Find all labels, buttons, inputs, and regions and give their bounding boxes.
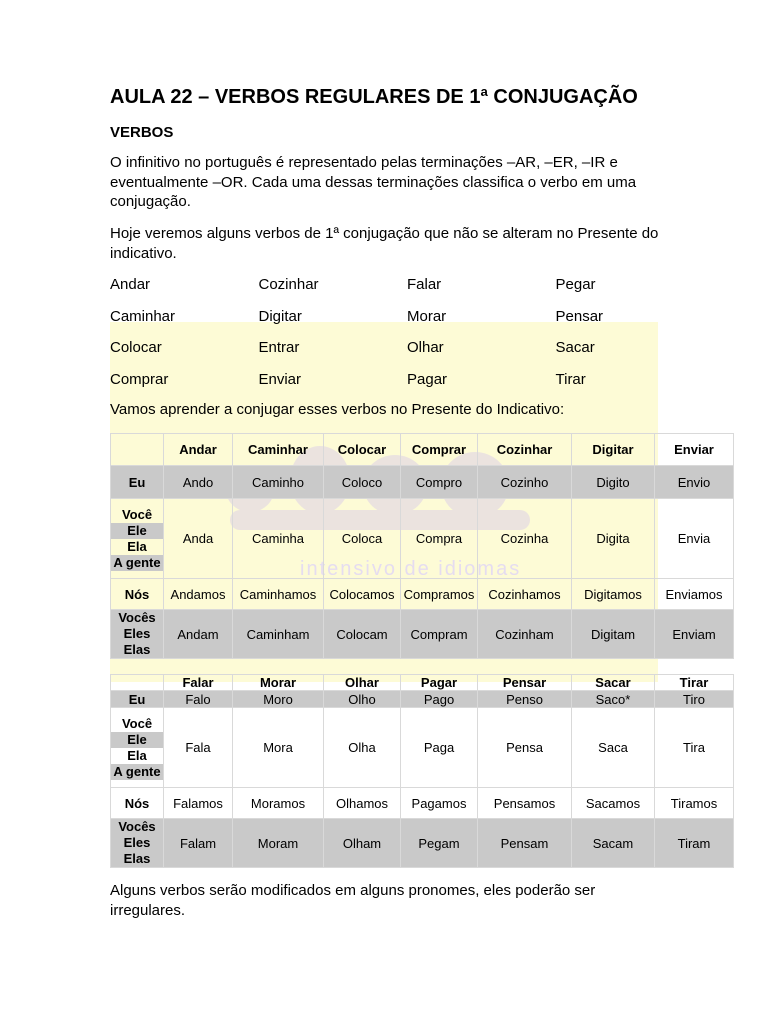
table-header-cell: Olhar (324, 675, 401, 691)
conjugation-cell: Moramos (233, 788, 324, 819)
conjugation-cell: Mora (233, 708, 324, 788)
table-row (111, 691, 734, 708)
paragraph-infinitive: O infinitivo no português é representado pelas terminações –AR, –ER, –IR e eventualmente –OR. Cada uma dessas terminações classifica o verbo em uma conjugação. (110, 154, 637, 210)
verb-item: Enviar (258, 370, 302, 388)
conjugation-cell: Andam (164, 610, 233, 659)
table-corner-cell (111, 675, 164, 691)
conjugation-cell: Cozinham (478, 610, 572, 659)
section-subtitle: VERBOS (110, 124, 174, 141)
table-row (111, 708, 734, 788)
conjugation-cell: Digito (572, 466, 655, 499)
verb-item: Tirar (555, 370, 586, 388)
conjugation-cell: Tiram (655, 819, 734, 868)
conjugation-cell: Olhamos (324, 788, 401, 819)
table-header-cell: Falar (164, 675, 233, 691)
conjugation-cell: Colocam (324, 610, 401, 659)
conjugation-cell: Pensam (478, 819, 572, 868)
conjugation-cell: Tiro (655, 691, 734, 708)
conjugation-cell: Cozinhamos (478, 579, 572, 610)
pronoun-label: Ele (111, 523, 163, 539)
pronoun-label: Elas (123, 642, 151, 657)
page-title: AULA 22 – VERBOS REGULARES DE 1ª CONJUGAÇÃO (110, 86, 638, 108)
table-row (111, 579, 734, 610)
conjugation-cell: Olha (324, 708, 401, 788)
conjugation-table-1 (110, 433, 734, 659)
conjugation-cell: Enviamos (655, 579, 734, 610)
conjugation-cell: Envia (655, 499, 734, 579)
conjugation-cell: Compramos (401, 579, 478, 610)
conjugation-cell: Pensamos (478, 788, 572, 819)
conjugation-cell: Falam (164, 819, 233, 868)
conjugation-cell: Pensa (478, 708, 572, 788)
paragraph-conjugate: Vamos aprender a conjugar esses verbos no Presente do Indicativo: (110, 401, 565, 418)
verb-item: Olhar (407, 339, 444, 356)
verb-item: Cozinhar (258, 276, 319, 293)
table-header-cell: Tirar (655, 675, 734, 691)
paragraph-irregular-note: Alguns verbos serão modificados em alguns pronomes, eles poderão ser irregulares. (110, 882, 596, 919)
verb-item: Pensar (555, 307, 604, 325)
verb-list-row (110, 371, 710, 403)
table-header-cell: Comprar (401, 434, 478, 466)
conjugation-cell: Colocamos (324, 579, 401, 610)
conjugation-cell: Pago (401, 691, 478, 708)
conjugation-cell: Tira (655, 708, 734, 788)
conjugation-cell: Anda (164, 499, 233, 579)
verb-item: Colocar (110, 339, 162, 356)
verb-item: Comprar (110, 370, 169, 388)
verb-item: Falar (407, 276, 442, 293)
verb-list (110, 276, 710, 402)
conjugation-cell: Cozinha (478, 499, 572, 579)
conjugation-cell: Caminham (233, 610, 324, 659)
table-header-cell: Colocar (324, 434, 401, 466)
pronoun-label: Eles (123, 835, 151, 850)
conjugation-cell: Compram (401, 610, 478, 659)
conjugation-cell: Compra (401, 499, 478, 579)
pronoun-label: A gente (111, 764, 163, 780)
conjugation-cell: Sacam (572, 819, 655, 868)
conjugation-cell: Coloco (324, 466, 401, 499)
table-corner-cell (111, 434, 164, 466)
pronoun-cell: Eu (111, 466, 164, 499)
verb-list-row (110, 308, 710, 340)
conjugation-cell: Digitamos (572, 579, 655, 610)
conjugation-cell: Moro (233, 691, 324, 708)
verb-item: Andar (110, 276, 151, 293)
conjugation-cell: Digitam (572, 610, 655, 659)
conjugation-cell: Falamos (164, 788, 233, 819)
conjugation-cell: Enviam (655, 610, 734, 659)
conjugation-cell: Pagamos (401, 788, 478, 819)
conjugation-cell: Tiramos (655, 788, 734, 819)
verb-item: Pegar (555, 276, 596, 293)
table-header-cell: Pagar (401, 675, 478, 691)
paragraph-intro: Hoje veremos alguns verbos de 1ª conjugação que não se alteram no Presente do indicativo. (110, 225, 659, 262)
conjugation-cell: Coloca (324, 499, 401, 579)
table-row (111, 610, 734, 659)
conjugation-cell: Paga (401, 708, 478, 788)
conjugation-cell: Penso (478, 691, 572, 708)
verb-item: Sacar (555, 339, 595, 356)
table-header-row (111, 434, 734, 466)
table-header-cell: Morar (233, 675, 324, 691)
conjugation-cell: Sacamos (572, 788, 655, 819)
table-row (111, 499, 734, 579)
verb-item: Entrar (258, 339, 300, 356)
pronoun-label: Você (121, 506, 153, 522)
pronoun-label: Eles (123, 626, 151, 641)
conjugation-cell: Andamos (164, 579, 233, 610)
conjugation-cell: Caminhamos (233, 579, 324, 610)
conjugation-cell: Caminho (233, 466, 324, 499)
conjugation-cell: Digita (572, 499, 655, 579)
conjugation-cell: Moram (233, 819, 324, 868)
table-row (111, 819, 734, 868)
verb-item: Caminhar (110, 307, 176, 325)
conjugation-cell: Cozinho (478, 466, 572, 499)
table-header-row (111, 675, 734, 691)
table-header-cell: Cozinhar (478, 434, 572, 466)
verb-item: Digitar (258, 307, 302, 325)
pronoun-label: Ela (127, 747, 147, 763)
table-header-cell: Caminhar (233, 434, 324, 466)
conjugation-cell: Ando (164, 466, 233, 499)
pronoun-cell (111, 610, 164, 659)
pronoun-label: Você (121, 715, 153, 731)
conjugation-cell: Olham (324, 819, 401, 868)
conjugation-cell: Saca (572, 708, 655, 788)
table-row (111, 788, 734, 819)
pronoun-label: Elas (123, 851, 151, 866)
conjugation-cell: Pegam (401, 819, 478, 868)
pronoun-label: A gente (111, 555, 163, 571)
table-header-cell: Andar (164, 434, 233, 466)
conjugation-table-2 (110, 674, 734, 868)
watermark-text: intensivo de idiomas (300, 558, 522, 580)
conjugation-cell: Saco* (572, 691, 655, 708)
table-header-cell: Pensar (478, 675, 572, 691)
verb-item: Morar (407, 307, 447, 325)
conjugation-cell: Fala (164, 708, 233, 788)
pronoun-label: Ela (127, 538, 147, 554)
pronoun-cell (111, 708, 164, 788)
conjugation-cell: Falo (164, 691, 233, 708)
pronoun-label: Vocês (118, 819, 156, 834)
pronoun-cell (111, 499, 164, 579)
table-row (111, 466, 734, 499)
pronoun-cell: Nós (111, 788, 164, 819)
pronoun-cell (111, 819, 164, 868)
pronoun-cell: Eu (111, 691, 164, 708)
pronoun-label: Ele (111, 732, 163, 748)
table-header-cell: Digitar (572, 434, 655, 466)
table-header-cell: Enviar (655, 434, 734, 466)
pronoun-cell: Nós (111, 579, 164, 610)
conjugation-cell: Olho (324, 691, 401, 708)
conjugation-cell: Caminha (233, 499, 324, 579)
conjugation-cell: Envio (655, 466, 734, 499)
verb-list-row (110, 339, 710, 371)
table-header-cell: Sacar (572, 675, 655, 691)
verb-item: Pagar (407, 370, 448, 388)
pronoun-label: Vocês (118, 610, 156, 625)
conjugation-cell: Compro (401, 466, 478, 499)
verb-list-row (110, 276, 710, 308)
